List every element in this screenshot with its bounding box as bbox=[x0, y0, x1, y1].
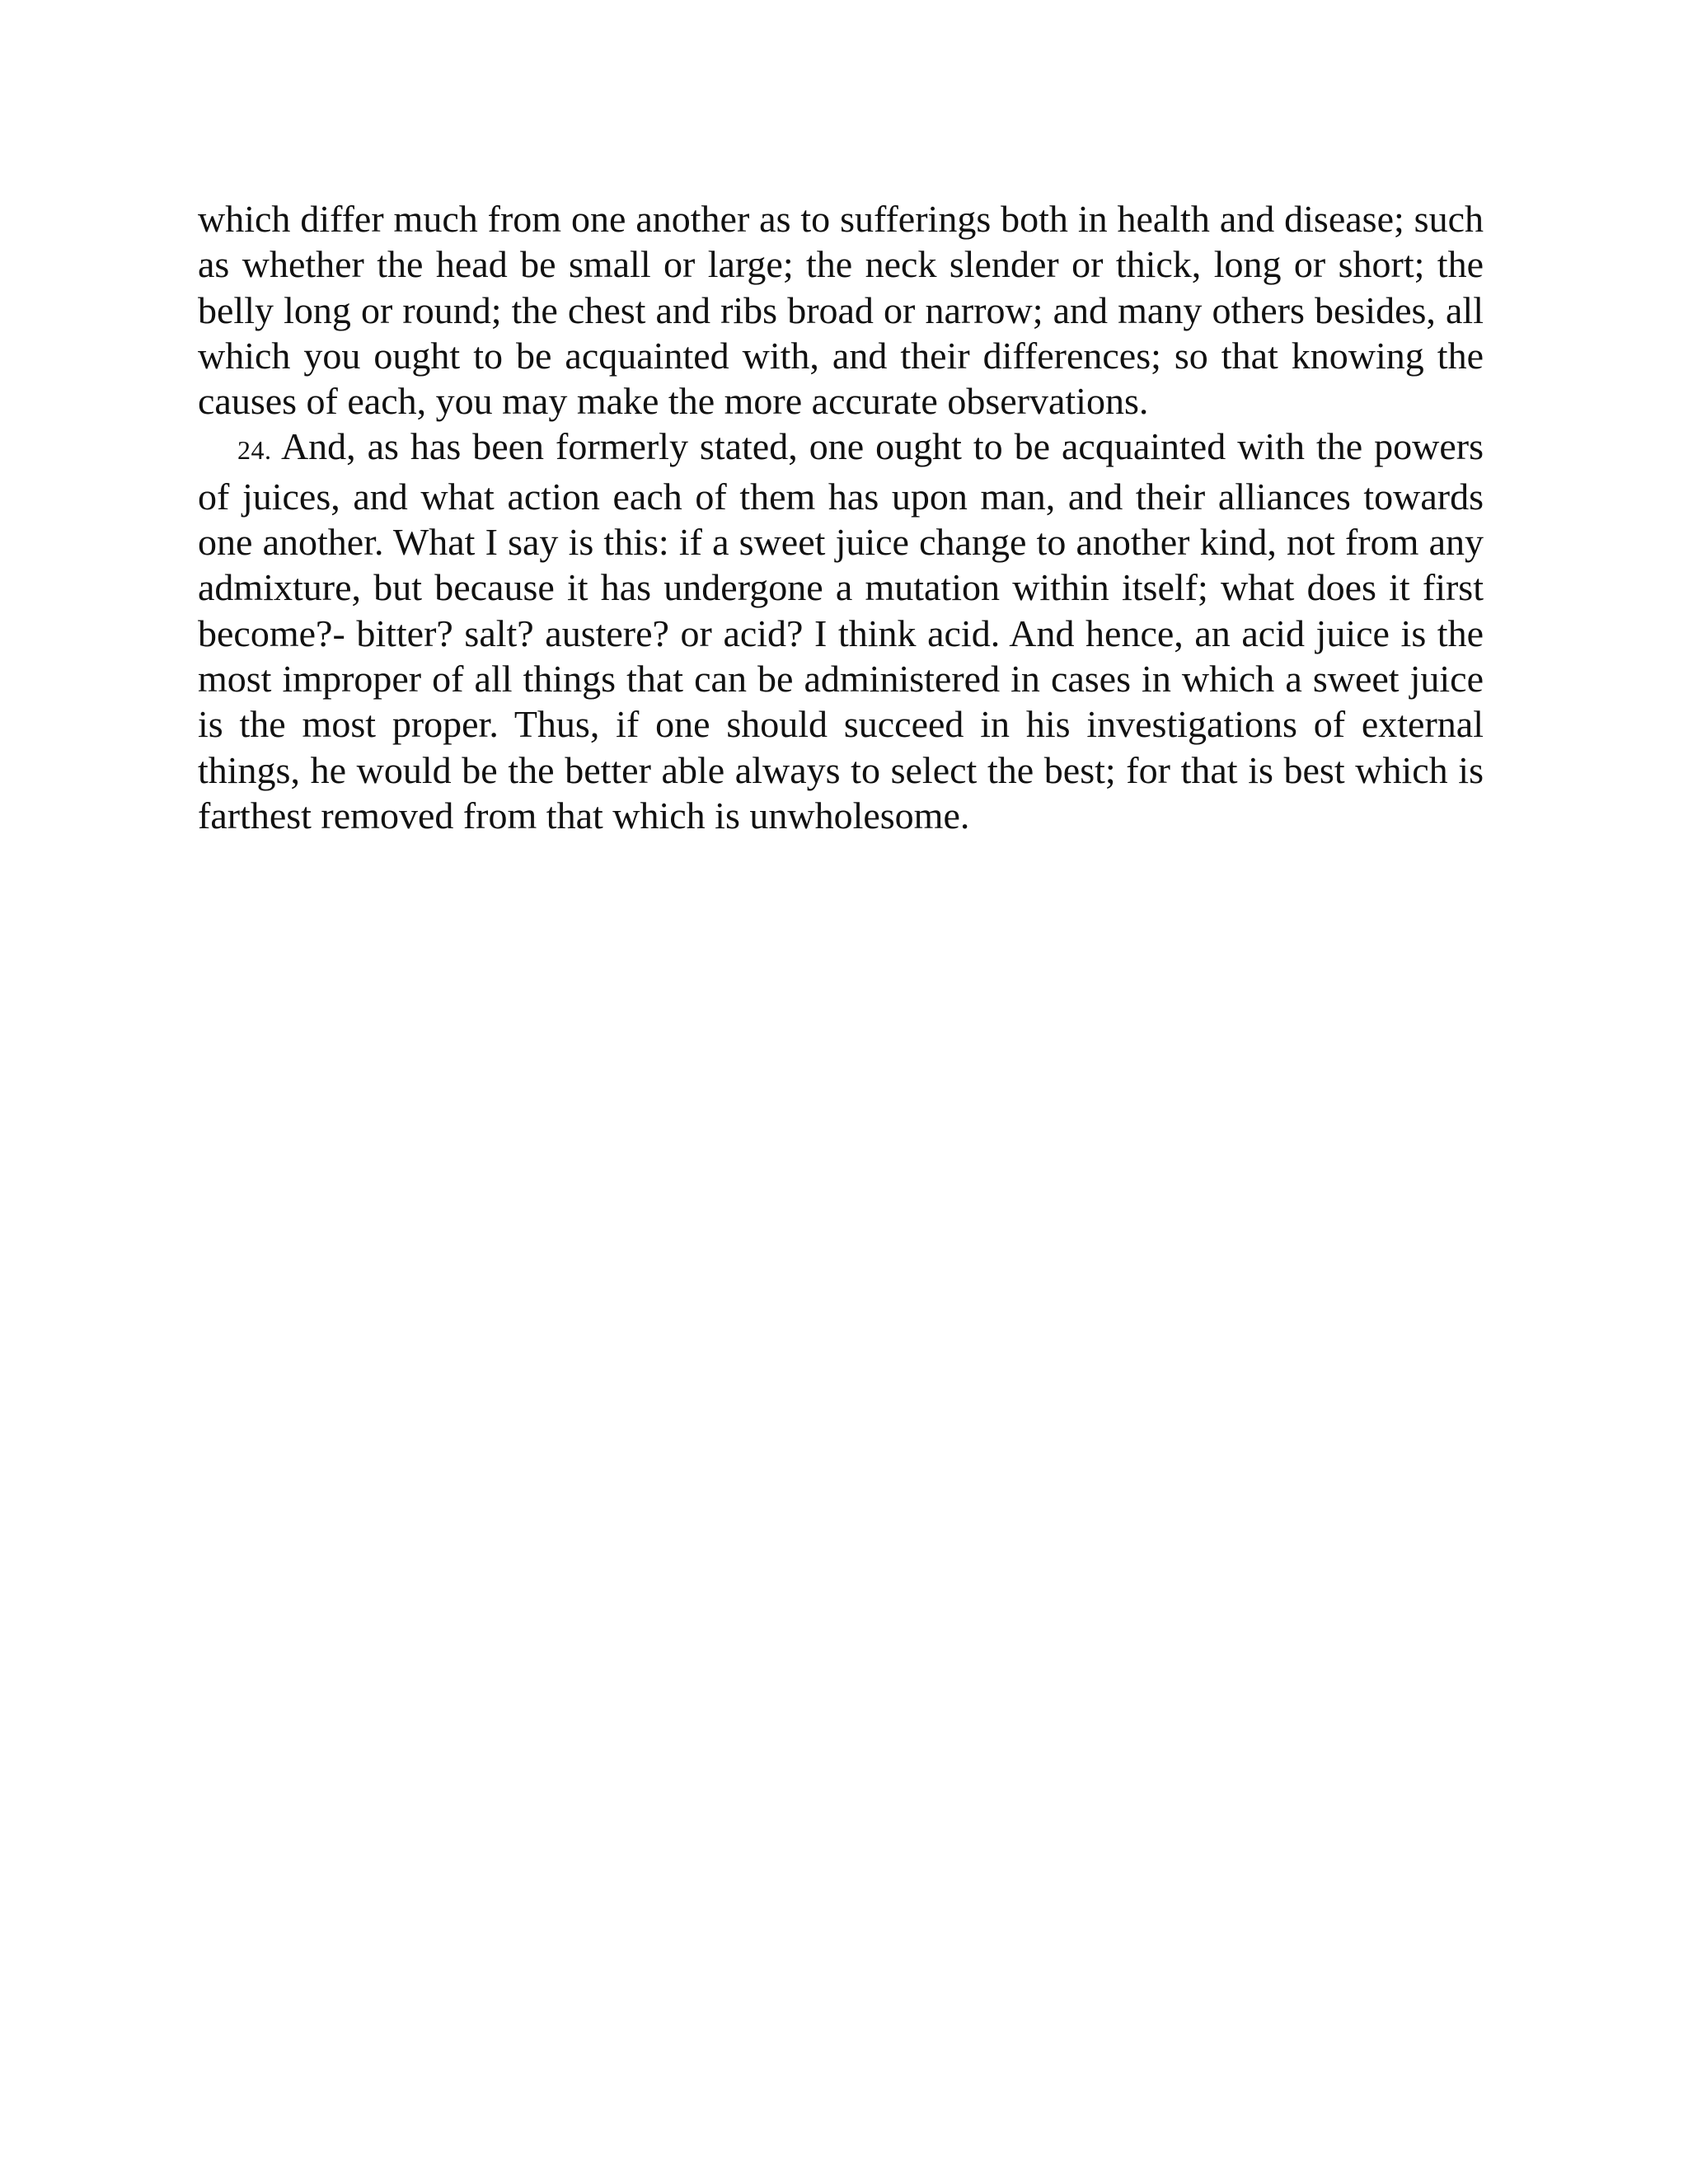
paragraph-text: which differ much from one another as to sufferings both in health and disease; such as whether the head be small or large; the neck slender or thick, long or short; the belly long or round; the chest and ribs broad or narrow; and many others besides, all which you ought to be acquainted with, and their differences; so that knowing the causes of each, you may make the more accurate observations. bbox=[198, 198, 1484, 423]
paragraph-continued bbox=[198, 196, 1484, 424]
paragraph-text: And, as has been formerly stated, one ought to be acquainted with the powers of juices, and what action each of them has upon man, and their alliances towards one another. What I say is this: if a sweet juice change to another kind, not from any admixture, but because it has undergone a mutation within itself; what does it first become?- bitter? salt? austere? or acid? I think acid. And hence, an acid juice is the most improper of all things that can be administered in cases in which a sweet juice is the most proper. Thus, if one should succeed in his investigations of external things, he would be the better able always to select the best; for that is best which is farthest removed from that which is unwholesome. bbox=[198, 425, 1484, 837]
body-text bbox=[198, 196, 1484, 838]
paragraph-24 bbox=[198, 424, 1484, 838]
section-number: 24. bbox=[237, 435, 272, 466]
